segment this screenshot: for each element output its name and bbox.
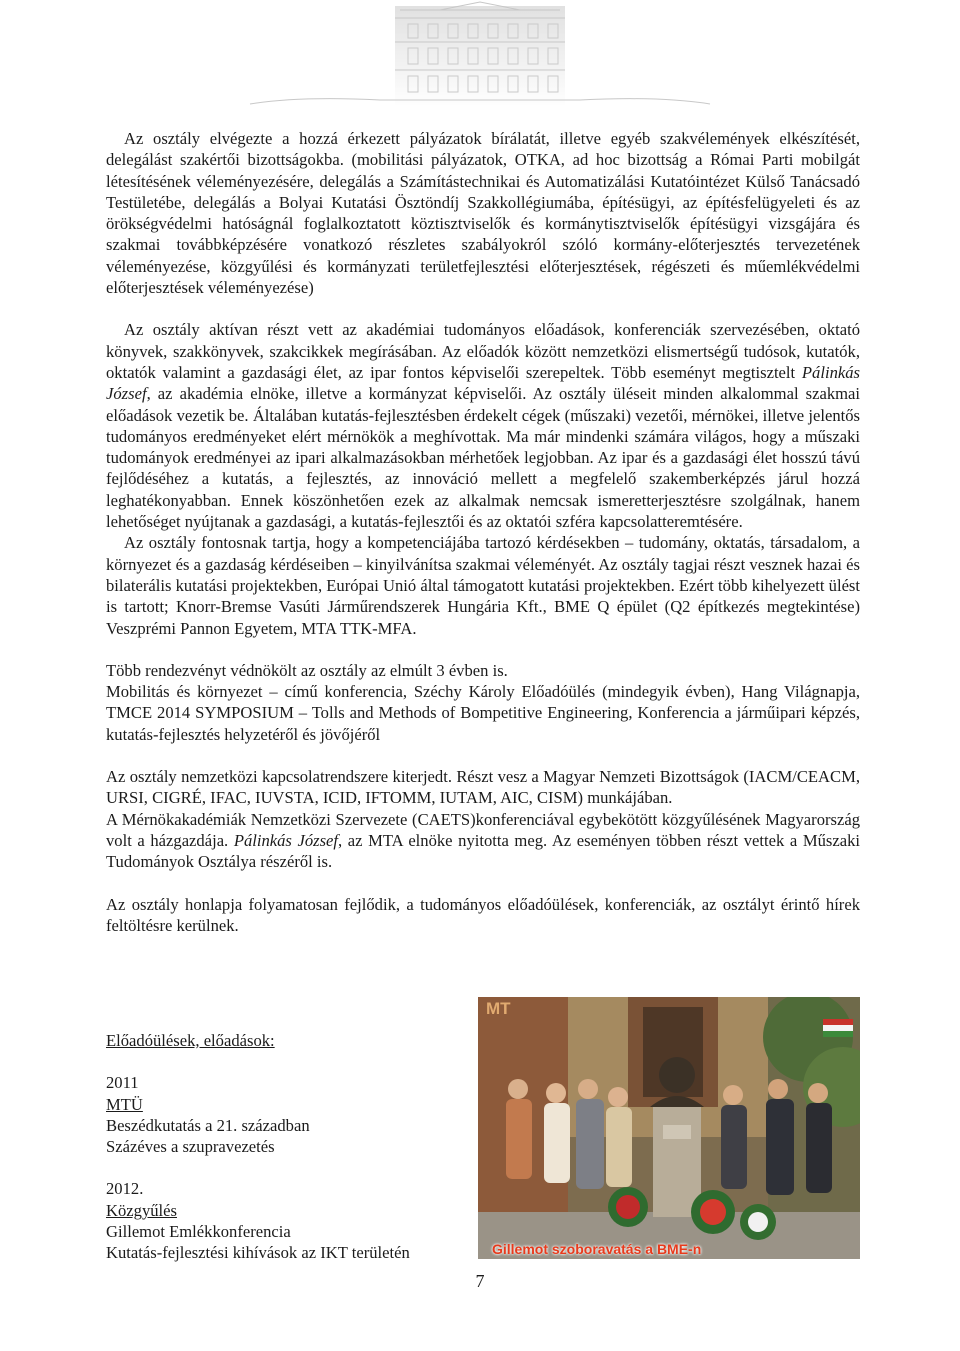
year-label: 2012.	[106, 1179, 144, 1199]
person-name: Pálinkás József	[233, 830, 339, 850]
photo-watermark: MT	[486, 999, 511, 1018]
paragraph-website: Az osztály honlapja folyamatosan fejlődik, a tudományos előadóülések, konferenciák, az osztályt érintő hírek feltöltésre kerülnek.	[106, 894, 860, 935]
lecture-list-heading: Előadóülések, előadások:	[106, 1031, 275, 1050]
body-text	[106, 128, 860, 936]
paragraph-events: Mobilitás és környezet – című konferencia, Széchy Károly Előadóülés (mindegyik évben), Hang Világnapja, TMCE 2014 SYMPOSIUM – Tolls and Methods of Bompetitive Engineering, Konferencia a járműipari képzés, kutatás-fejlesztés helyzetéről és jövőjéről	[106, 682, 860, 744]
page-number: 7	[475, 1271, 485, 1291]
person-name: Pálinkás József	[106, 362, 860, 404]
text-run: , az MTA elnöke nyitotta meg. Az eseményen többen részt vettek a Műszaki Tudományok Osztálya részéről is.	[106, 830, 860, 872]
organizer-label: MTÜ	[106, 1094, 143, 1114]
lecture-item: Gillemot Emlékkonferencia	[106, 1222, 291, 1242]
paragraph-international: Az osztály nemzetközi kapcsolatrendszere kiterjedt. Részt vesz a Magyar Nemzeti Bizottságok (IACM/CEACM, URSI, CIGRÉ, IFAC, IUVSTA, ICID, IFTOMM, IUTAM, AIC, CISM) munkájában.	[106, 767, 860, 808]
lecture-item: Százéves a szupravezetés	[106, 1137, 275, 1157]
header-building-illustration	[0, 0, 960, 120]
year-label: 2011	[106, 1073, 139, 1093]
organizer-label: Közgyűlés	[106, 1200, 177, 1220]
lecture-item: Beszédkutatás a 21. században	[106, 1115, 310, 1135]
paragraph-patronage: Több rendezvényt védnökölt az osztály az elmúlt 3 évben is.	[106, 660, 508, 680]
paragraph-reviews: Az osztály elvégezte a hozzá érkezett pályázatok bírálatát, illetve egyéb szakvélemények elkészítését, delegálást szakértői bizottságokba. (mobilitási pályázatok, OTKA, ad hoc bizottság a Római Parti mobilgát létesítésének véleményezésére, delegálás a Számítástechnikai és Automatizálási Kutatóintézet Külső Tanácsadó Testületébe, delegálás a Bolyai Kutatási Ösztöndíj Szakkollégiumába, építésügyi, az építésfelügyeleti és az örökségvédelmi hatóságnál foglalkoztatott köztisztviselők és kormánytisztviselők építésügyi vizsgájára és szakmai továbbképzésére vonatkozó részletes szabályokról szóló kormány-előterjesztés tervezetének véleményezése, közgyűlési és kormányzati területfejlesztési előterjesztések, régészeti és műemlékvédelmi előterjesztések véleményezése)	[106, 129, 860, 298]
paragraph-caets	[106, 809, 860, 873]
paragraph-lectures	[106, 319, 860, 532]
lecture-item: Kutatás-fejlesztési kihívások az IKT területén	[106, 1243, 410, 1263]
text-run: , az akadémia elnöke, illetve a kormányzat képviselői. Az osztály üléseit minden alkalommal szakmai előadások vezetik be. Általában kutatás-fejlesztésben érdekelt cégek (műszaki) vezetői, mérnökei, illetve jelentős tudományos eredményeket elért mérnökök a meghívottak. Ma már mindenki számára világos, hogy a műszaki tudományok eredményei az ipari alkalmazásokban mérhetőek legjobban. Az ipar és a gazdasági élet hosszú távú fejlődéséhez a kutatás, a fejlesztés, az innováció mellett a megfelelő szakemberképzés járul hozzá leghatékonyabban. Ennek köszönhetően ezek az alkalmak nemcsak ismeretterjesztésre szolgálnak, hanem lehetőséget nyújtanak a gazdasági, a kutatás-fejlesztői és az oktatói szféra kapcsolatteremtésére.	[106, 384, 860, 532]
paragraph-opinions: Az osztály fontosnak tartja, hogy a kompetenciájába tartozó kérdésekben – tudomány, oktatás, társadalom, a környezet és a gazdaság kérdéseiben – kinyilvánítsa szakmai véleményét. Az osztály tagjai részt vesznek hazai és bilaterális kutatási projektekben, Európai Unió által támogatott kutatási projektekben. Ezért több kihelyezett ülést is tartott; Knorr-Bremse Vasúti Járműrendszerek Hungária Kft., BME Q épület (Q2 építkezés megtekintése) Veszprémi Pannon Egyetem, MTA TTK-MFA.	[106, 533, 860, 638]
statue-unveiling-photo	[478, 997, 860, 1259]
text-run: A Mérnökakadémiák Nemzetközi Szervezete (CAETS)konferenciával egybekötött közgyűlésének Magyarország volt a házgazdája.	[106, 809, 860, 850]
lecture-list	[106, 1030, 476, 1264]
text-run: Az osztály aktívan részt vett az akadémiai tudományos előadások, konferenciák szervezésében, oktató könyvek, szakkönyvek, szakcikkek megírásában. Az előadók között nemzetközi elismertségű tudósok, kutatók, oktatók valamint a gazdasági élet, az ipar fontos képviselői szerepeltek. Több eseményt megtisztelt	[106, 320, 860, 382]
photo-caption: Gillemot szoboravatás a BME-n	[492, 1241, 702, 1257]
